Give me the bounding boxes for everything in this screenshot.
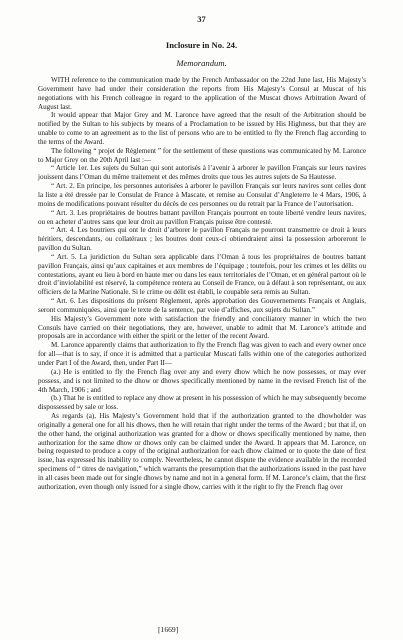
paragraph: The following “ projet de Règlement ” for the settlement of these questions was communicated by M. Laronce to Major Grey on the 20th April last :—: [38, 146, 366, 164]
memorandum-subheading: Memorandum.: [176, 58, 227, 68]
footer-print-code: [1669]: [158, 625, 179, 634]
paragraph: As regards (a), His Majesty’s Government hold that if the authorization granted to the dhowholder was originally a general one for all his dhows, then he will retain that right under the terms of the Award ; but that if, on the other hand, the original authorization was granted for a dhow or dhows specifically mentioned by name, then authorization for the same dhow or dhows only can be claimed under the Award. It appears that M. Laronce, on being requested to produce a copy of the original authorization for each dhow claimed or to quote the date of first issue, has expressed his inability to comply. Nevertheless, he cannot dispute the evidence available in the recorded specimens of “ titres de navigation,” which warrants the presumption that the authorizations issued in the past have in all cases been made out for single dhows by name and not in a general form. If M. Laronce’s claim, that the first authorization, even though only issued for a single dhow, carries with it the right to fly the French flag over: [38, 412, 366, 491]
paragraph: “ Art. 4. Les boutriers qui ont le droit d’arborer le pavillon Français ne pourront transmettre ce droit à leurs héritiers, descendants, ou collatéraux ; les boutres dont ceux-ci obtiendraient ainsi la possession arboreront le pavillon du Sultan.: [38, 226, 366, 253]
paragraph: “ Art. 3. Les propriétaires de boutres battant pavillon Français pourront en toute liberté vendre leurs navires, ou en acheter d’autres sans que leur droit au pavillon Français puisse être contesté.: [38, 208, 366, 226]
paragraph: “ Art. 5. La juridiction du Sultan sera applicable dans l’Oman à tous les propriétaires de boutres battant pavillon Français, ainsi qu’aux capitaines et aux membres de l’équipage ; toutefois, pour les crimes et les délits ou contestations, ayant eu lieu à bord en haute mer ou dans les eaux territoriales de l’Oman, et en général partout où le droit d’inviolabilité est réservé, la compétence rentera au Conseil de France, ou à défaut à son représentant, ou aux officiers de la Marine Nationale. Si le crime ou délit est établi, le coupable sera remis au Sultan.: [38, 252, 366, 297]
paragraph: (b.) That he is entitled to replace any dhow at present in his possession of which he may subsequently become dispossessed by sale or loss.: [38, 394, 366, 412]
inclosure-heading: Inclosure in No. 24.: [165, 40, 238, 50]
paragraph: “ Art. 6. Les dispositions du présent Règlement, après approbation des Gouvernements Français et Anglais, seront communiquées, ainsi que le texte de la sentence, par voie d’affiches, aux sujets du Sultan.”: [38, 297, 366, 314]
page-number: 37: [197, 14, 206, 24]
memorandum-body: [38, 76, 366, 492]
paragraph: WITH reference to the communication made by the French Ambassador on the 22nd June last, His Majesty’s Government have had under their consideration the reports from His Majesty’s Consul at Muscat of his negotiations with his French colleague in regard to the application of the Muscat dhows Arbitration Award of August last.: [38, 76, 366, 111]
paragraph: “ Art. 2. En principe, les personnes autorisées à arborer le pavillon Français sur leurs navires sont celles dont la liste a été dressée par le Consulat de France à Mascate, et remise au Consulat d’Angleterre le 4 Mars, 1906, à moins de modifications pouvant résulter du décès de ces personnes ou du retrait par la France de l’autorisation.: [38, 182, 366, 208]
paragraph: M. Laronce apparently claims that authorization to fly the French flag was given to each and every owner once for all—that is to say, if once it is admitted that a particular Muscati falls within one of the categories authorized under Part I of the Award, then, under Part II—: [38, 341, 366, 367]
paragraph: It would appear that Major Grey and M. Laronce have agreed that the result of the Arbitration should be notified by the Sultan to his subjects by means of a Proclamation to be issued by His Highness, but that they are unable to come to an agreement as to the list of persons who are to be entitled to fly the French flag according to the terms of the Award.: [38, 111, 366, 146]
paragraph: “ Article 1er. Les sujets du Sultan qui sont autorisés à l’avenir à arborer le pavillon Français sur leurs navires jouissent dans l’Oman du même traitement et des mêmes droits que tous les autres sujets de Sa Hautesse.: [38, 164, 366, 182]
paragraph: (a.) He is entitled to fly the French flag over any and every dhow which he now possesses, or may ever possess, and is not limited to the dhow or dhows specifically mentioned by name in the revised French list of the 4th March, 1906 ; and: [38, 367, 366, 394]
paragraph: His Majesty’s Government note with satisfaction the friendly and conciliatory manner in which the two Consuls have carried on their negotiations, they are, however, unable to admit that M. Laronce’s attitude and proposals are in accordance with either the spirit or the letter of the recent Award.: [38, 314, 366, 341]
